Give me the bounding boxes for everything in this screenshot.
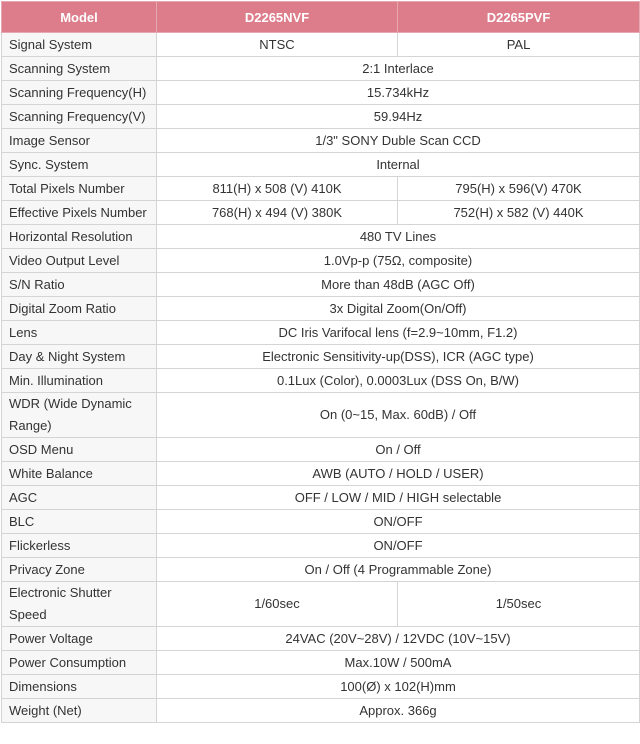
header-d2265nvf: D2265NVF: [157, 2, 398, 33]
spec-value: Approx. 366g: [157, 699, 640, 723]
table-row: [2, 105, 640, 129]
spec-value: Max.10W / 500mA: [157, 651, 640, 675]
spec-label: Lens: [2, 321, 157, 345]
spec-value: 3x Digital Zoom(On/Off): [157, 297, 640, 321]
table-row: [2, 699, 640, 723]
spec-label: Video Output Level: [2, 249, 157, 273]
spec-value: 24VAC (20V~28V) / 12VDC (10V~15V): [157, 627, 640, 651]
spec-value: 1.0Vp-p (75Ω, composite): [157, 249, 640, 273]
spec-value: More than 48dB (AGC Off): [157, 273, 640, 297]
spec-value: On (0~15, Max. 60dB) / Off: [157, 393, 640, 438]
spec-label: Total Pixels Number: [2, 177, 157, 201]
spec-label: Sync. System: [2, 153, 157, 177]
spec-value: 0.1Lux (Color), 0.0003Lux (DSS On, B/W): [157, 369, 640, 393]
spec-value: AWB (AUTO / HOLD / USER): [157, 462, 640, 486]
table-row: [2, 129, 640, 153]
spec-value: ON/OFF: [157, 510, 640, 534]
spec-label: Scanning System: [2, 57, 157, 81]
spec-body: [2, 33, 640, 723]
spec-value: Electronic Sensitivity-up(DSS), ICR (AGC type): [157, 345, 640, 369]
spec-label: Signal System: [2, 33, 157, 57]
spec-value: 59.94Hz: [157, 105, 640, 129]
spec-value-pvf: 752(H) x 582 (V) 440K: [398, 201, 640, 225]
table-row: [2, 321, 640, 345]
spec-label: Privacy Zone: [2, 558, 157, 582]
table-row: [2, 345, 640, 369]
spec-label: AGC: [2, 486, 157, 510]
spec-value-nvf: 1/60sec: [157, 582, 398, 627]
table-row: [2, 201, 640, 225]
spec-label: White Balance: [2, 462, 157, 486]
spec-label: S/N Ratio: [2, 273, 157, 297]
spec-value: On / Off: [157, 438, 640, 462]
table-row: [2, 534, 640, 558]
spec-label: Scanning Frequency(V): [2, 105, 157, 129]
table-row: [2, 675, 640, 699]
table-row: [2, 627, 640, 651]
spec-label: OSD Menu: [2, 438, 157, 462]
spec-value: On / Off (4 Programmable Zone): [157, 558, 640, 582]
spec-value: OFF / LOW / MID / HIGH selectable: [157, 486, 640, 510]
header-model: Model: [2, 2, 157, 33]
spec-label: Scanning Frequency(H): [2, 81, 157, 105]
table-row: [2, 462, 640, 486]
table-row: [2, 651, 640, 675]
spec-label: Dimensions: [2, 675, 157, 699]
spec-label: Power Consumption: [2, 651, 157, 675]
spec-table: [1, 1, 640, 723]
spec-label: Day & Night System: [2, 345, 157, 369]
spec-label: Electronic Shutter Speed: [2, 582, 157, 627]
table-row: [2, 225, 640, 249]
spec-value: Internal: [157, 153, 640, 177]
table-row: [2, 558, 640, 582]
header-d2265pvf: D2265PVF: [398, 2, 640, 33]
spec-label: Min. Illumination: [2, 369, 157, 393]
table-row: [2, 273, 640, 297]
table-row: [2, 582, 640, 627]
table-row: [2, 510, 640, 534]
spec-value: DC Iris Varifocal lens (f=2.9~10mm, F1.2): [157, 321, 640, 345]
spec-value: 1/3" SONY Duble Scan CCD: [157, 129, 640, 153]
table-row: [2, 57, 640, 81]
spec-value-pvf: PAL: [398, 33, 640, 57]
spec-value: ON/OFF: [157, 534, 640, 558]
spec-value-pvf: 1/50sec: [398, 582, 640, 627]
spec-label: Digital Zoom Ratio: [2, 297, 157, 321]
table-row: [2, 369, 640, 393]
header-row: [2, 2, 640, 33]
spec-value-nvf: NTSC: [157, 33, 398, 57]
spec-value-nvf: 811(H) x 508 (V) 410K: [157, 177, 398, 201]
spec-label: Effective Pixels Number: [2, 201, 157, 225]
table-row: [2, 438, 640, 462]
spec-value: 15.734kHz: [157, 81, 640, 105]
spec-label: Weight (Net): [2, 699, 157, 723]
spec-value: 2:1 Interlace: [157, 57, 640, 81]
spec-label: Image Sensor: [2, 129, 157, 153]
table-row: [2, 177, 640, 201]
spec-label: Power Voltage: [2, 627, 157, 651]
spec-value-nvf: 768(H) x 494 (V) 380K: [157, 201, 398, 225]
spec-label: Horizontal Resolution: [2, 225, 157, 249]
table-row: [2, 33, 640, 57]
spec-label: WDR (Wide Dynamic Range): [2, 393, 157, 438]
table-row: [2, 153, 640, 177]
table-row: [2, 393, 640, 438]
spec-value: 100(Ø) x 102(H)mm: [157, 675, 640, 699]
spec-value: 480 TV Lines: [157, 225, 640, 249]
spec-label: BLC: [2, 510, 157, 534]
table-row: [2, 297, 640, 321]
spec-label: Flickerless: [2, 534, 157, 558]
table-row: [2, 486, 640, 510]
table-row: [2, 249, 640, 273]
table-row: [2, 81, 640, 105]
spec-value-pvf: 795(H) x 596(V) 470K: [398, 177, 640, 201]
